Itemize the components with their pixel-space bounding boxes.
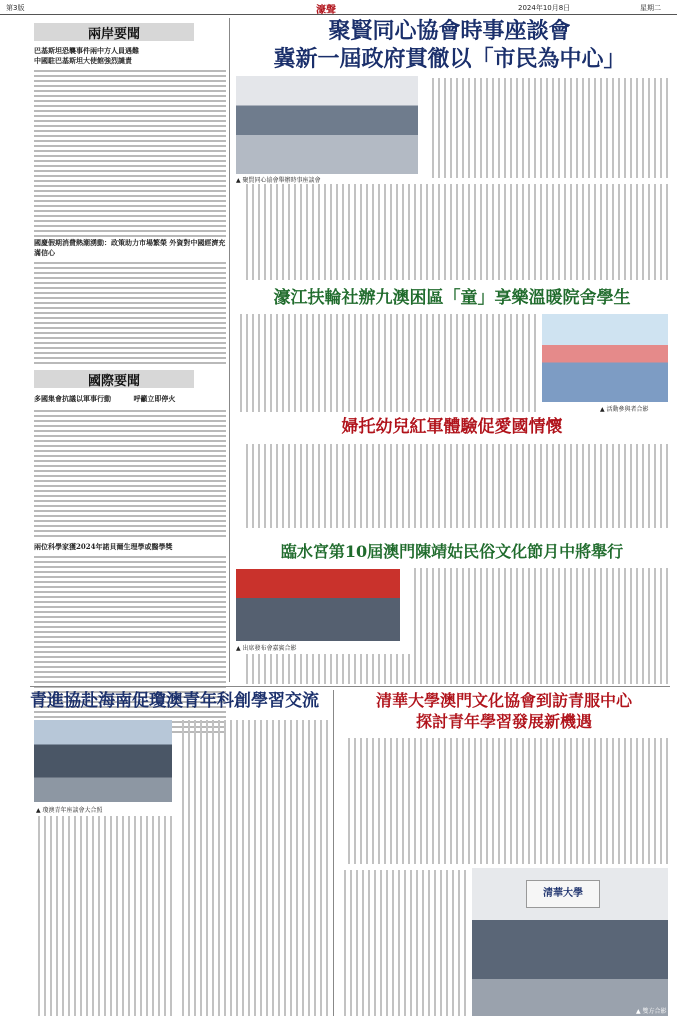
weekday: 星期二 bbox=[640, 4, 661, 12]
main-story-text-lower bbox=[236, 184, 668, 280]
story-kindergarten-body bbox=[236, 444, 668, 528]
bottom-column-divider bbox=[333, 690, 334, 1016]
story-temple-photo bbox=[236, 569, 400, 641]
story-kindergarten-headline: 婦托幼兒紅軍體驗促愛國情懷 bbox=[341, 417, 563, 437]
story-temple-headline: 臨水宮第10屆澳門陳靖姑民俗文化節月中將舉行 bbox=[280, 542, 624, 561]
story-tsinghua-photo bbox=[472, 868, 668, 1016]
story-tsinghua-body-lower bbox=[340, 870, 466, 1016]
story-hainan-body-lower bbox=[34, 816, 172, 1016]
story-rotary-caption: ▲ 活動參與者合影 bbox=[600, 406, 649, 413]
issue-date: 2024年10月8日 bbox=[518, 4, 571, 12]
story-hainan-headline: 青進協赴海南促瓊澳青年科創學習交流 bbox=[30, 691, 319, 711]
headline-nobel: 兩位科學家獲2024年諾貝爾生理學或醫學獎 bbox=[34, 542, 173, 551]
section-header-cross-strait: 兩岸要聞 bbox=[34, 23, 194, 41]
article-pakistan-body bbox=[34, 70, 226, 240]
masthead bbox=[0, 0, 677, 15]
story-hainan-photo bbox=[34, 720, 172, 802]
bottom-section-divider bbox=[30, 686, 670, 687]
story-rotary-headline: 濠江扶輪社辦九澳困區「童」享樂溫暖院舍學生 bbox=[273, 288, 631, 308]
article-consumption-body bbox=[34, 262, 226, 367]
story-tsinghua-caption: ▲ 雙方合影 bbox=[636, 1008, 667, 1015]
main-story-caption: ▲ 聚賢同心協會舉辦時事座談會 bbox=[236, 177, 321, 184]
story-temple-body-lower bbox=[236, 654, 668, 684]
story-hainan-body-right bbox=[178, 720, 328, 1016]
section-header-international: 國際要聞 bbox=[34, 370, 194, 388]
main-story-text-right bbox=[424, 78, 668, 178]
story-temple-caption: ▲ 出席發布會嘉賓合影 bbox=[236, 645, 297, 652]
main-headline: 聚賢同心協會時事座談會 冀新一屆政府貫徹以「市民為中心」 bbox=[273, 18, 626, 72]
story-hainan-caption: ▲ 瓊澳青年座談會大合照 bbox=[36, 807, 103, 814]
page-number: 第3版 bbox=[6, 4, 25, 12]
headline-consumption: 國慶假期消費熱潮湧動：政策助力市場繁榮 外資對中國經濟充滿信心 bbox=[34, 238, 226, 257]
article-protest-body bbox=[34, 410, 226, 540]
column-divider bbox=[229, 18, 230, 682]
story-rotary-photo bbox=[542, 314, 668, 402]
headline-pakistan: 巴基斯坦恐襲事件兩中方人員遇難 中國駐巴基斯坦大使館強烈譴責 bbox=[34, 46, 139, 65]
story-temple-body-right bbox=[404, 568, 668, 654]
tsinghua-sign: 清華大學 bbox=[526, 880, 600, 908]
main-story-photo bbox=[236, 76, 418, 174]
story-tsinghua-body-upper bbox=[340, 738, 668, 864]
story-tsinghua-headline: 清華大學澳門文化協會到訪青服中心 探討青年學習發展新機遇 bbox=[375, 691, 632, 731]
story-rotary-body bbox=[236, 314, 536, 412]
headline-protest: 多國集會抗議以軍事行動 呼籲立即停火 bbox=[34, 394, 176, 403]
paper-name: 濠聲 bbox=[316, 5, 336, 16]
